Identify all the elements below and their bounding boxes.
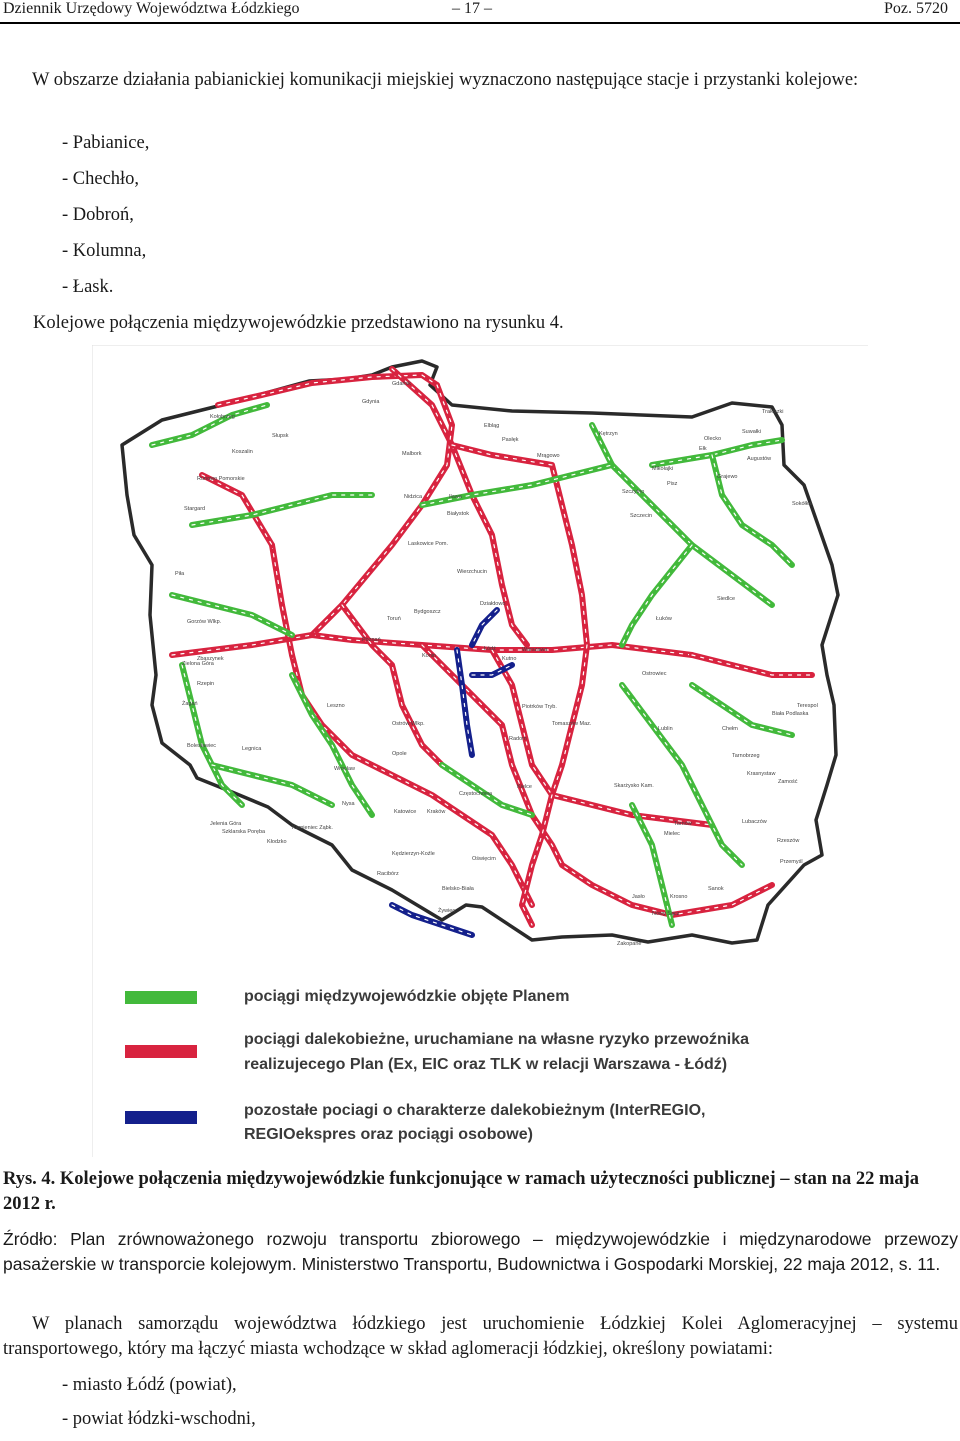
city-label: Legnica [242,746,262,752]
map-intro-paragraph: Kolejowe połączenia międzywojewódzkie przedstawiono na rysunku 4. [33,313,564,333]
city-label: Słupsk [272,433,289,439]
city-label: Chełm [722,726,738,732]
city-label: Koszalin [232,449,253,455]
city-label: Leszno [327,703,345,709]
city-label: Lubaczów [742,819,767,825]
city-label: Zamość [778,779,798,785]
city-label: Szczytno [622,489,645,495]
city-label: Pasłęk [502,437,519,443]
city-label: Lublin [658,726,673,732]
city-label: Bolesławiec [187,743,217,749]
city-label: Toruń [387,616,401,622]
city-label: Stargard [184,506,206,512]
legend-swatch-green [125,991,197,1004]
city-label: Trakiszki [762,409,784,415]
city-label: Jasło [632,894,645,900]
city-label: Biała Podlaska [772,711,809,717]
city-label: Laskowice Pom. [408,541,449,547]
intro-paragraph: W obszarze działania pabianickiej komunikacji miejskiej wyznaczono następujące stacje i przystanki kolejowe: [32,70,859,90]
city-label: Zakopane [617,941,642,947]
city-label: Tarnobrzeg [732,753,760,759]
city-label: Kłodzko [267,839,287,845]
city-label: Ostrowiec [642,671,667,677]
city-label: Ostrów Wlkp. [392,721,425,727]
city-label: Żagań [182,701,198,707]
city-label: Kołobrzeg [210,414,235,420]
city-label: Wierzchucin [457,569,487,575]
journal-title: Dziennik Urzędowy Województwa Łódzkiego [3,0,300,17]
page-number: – 17 – [452,0,492,17]
figure-source: Źródło: Plan zrównoważonego rozwoju transportu zbiorowego – międzywojewódzkie i międzynarodowe przewozy pasażerskie w transporcie kolejowym. Ministerstwo Transportu, Budownictwa i Gospodarki Morskiej, 22 maja 2012, s. 11. [3,1229,958,1274]
city-label: Tomaszów Maz. [552,721,592,727]
county-item: - powiat łódzki-wschodni, [62,1409,256,1429]
city-label: Wrocław [334,766,355,772]
city-label: Rzepin [197,681,215,687]
city-label: Żywiec [438,908,456,914]
city-label: Kętrzyn [599,431,618,437]
figure-caption: Rys. 4. Kolejowe połączenia międzywojewódzkie funkcjonujące w ramach użyteczności publicznej – stan na 22 maja 2012 r. [3,1169,920,1214]
city-label: Poznań [362,637,381,643]
city-label: Radom [509,736,527,742]
lka-paragraph: W planach samorządu województwa łódzkiego jest uruchomienie Łódzkiej Kolei Aglomeracyjnej – systemu transportowego, który ma łączyć miasta wchodzące w skład aglomeracji łódzkiej, określony powiatami: [3,1314,958,1359]
city-label: Ełk [699,446,707,452]
city-label: Olecko [704,436,722,442]
city-label: Krosno [670,894,688,900]
city-label: Warszawa [522,647,548,653]
city-label: Bielsko-Biała [442,886,474,892]
city-label: Kraków [427,809,446,815]
city-label: Łódź [484,646,496,652]
railway-map [92,345,868,1157]
city-label: Suwałki [742,429,761,435]
station-item: - Kolumna, [62,241,147,261]
legend-swatch-red [125,1045,197,1058]
city-label: Zielona Góra [182,661,214,667]
station-item: - Dobroń, [62,205,134,225]
city-label: Racibórz [377,871,399,877]
city-label: Elbląg [484,423,500,429]
city-label: Rzeszów [777,838,800,844]
city-label: Mikołajki [652,466,674,472]
legend-text-red-2: realizujecego Plan (Ex, EIC oraz TLK w relacji Warszawa - Łódź) [244,1056,728,1073]
legend-swatch-blue [125,1111,197,1124]
page-header [0,0,960,24]
city-label: Opole [392,751,407,757]
city-label: Działdowo [480,601,506,607]
station-list [62,131,149,311]
legend-text-blue-2: REGIOekspres oraz pociągi osobowe) [244,1126,533,1143]
city-label: Mrągowo [537,453,560,459]
city-label: Częstochowa [459,791,493,797]
city-label: Mielec [664,831,680,837]
station-item: - Pabianice, [62,133,150,153]
city-label: Oświęcim [472,856,496,862]
city-label: Katowice [394,809,417,815]
station-item: - Łask. [62,277,114,297]
city-label: Iława [449,494,462,500]
city-label: Krasnystaw [747,771,776,777]
legend-text-red-1: pociągi dalekobieżne, uruchamiane na własne ryzyko przewoźnika [244,1031,750,1048]
city-label: Zbąszynek [197,656,224,662]
city-label: Gorzów Wlkp. [187,619,222,625]
city-label: Kędzierzyn-Koźle [392,851,435,857]
city-label: Szklarska Poręba [222,829,266,835]
city-label: Kielce [517,784,532,790]
city-label: Nowy Sącz [652,911,680,917]
county-list [62,1373,256,1441]
city-label: Bydgoszcz [414,609,441,615]
city-label: Pisz [667,481,678,487]
city-label: Piła [175,571,185,577]
city-label: Przemyśl [780,859,803,865]
city-label: Nysa [342,801,355,807]
city-label: Siedlce [717,596,736,602]
city-label: Łuków [656,616,672,622]
legend-text-blue-1: pozostałe pociagi o charakterze dalekobieżnym (InterREGIO, [244,1102,706,1119]
city-label: Sokółka [792,501,812,507]
city-label: Jelenia Góra [210,821,242,827]
city-label: Skarżysko Kam. [614,783,654,789]
city-label: Augustów [747,456,772,462]
city-label: Runowo Pomorskie [197,476,245,482]
city-label: Malbork [402,451,422,457]
city-label: Konin [422,653,437,659]
legend-text-green: pociągi międzywojewódzkie objęte Planem [244,988,570,1005]
city-label: Gdańsk [392,381,411,387]
city-label: Tarnów [674,821,692,827]
city-label: Nidzica [404,494,423,500]
city-label: Kamieniec Ząbk. [292,825,333,831]
city-label: Kutno [502,656,517,662]
city-label: Szczecin [630,513,653,519]
city-label: Sanok [708,886,724,892]
city-label: Białystok [447,511,470,517]
city-label: Grajewo [717,474,738,480]
city-label: Piotrków Tryb. [522,704,557,710]
city-label: Gdynia [362,399,380,405]
county-item: - miasto Łódź (powiat), [62,1375,237,1395]
station-item: - Chechło, [62,169,140,189]
city-label: Terespol [797,703,818,709]
position-number: Poz. 5720 [884,0,948,17]
